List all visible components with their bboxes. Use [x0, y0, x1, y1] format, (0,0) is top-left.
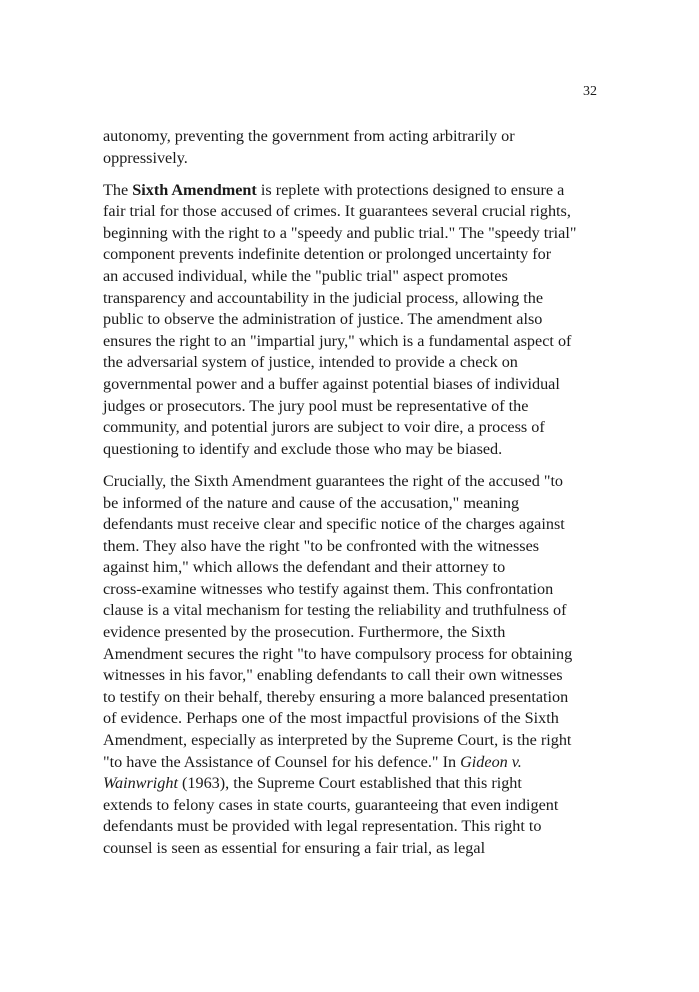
text-segment: component prevents indefinite detention or prolonged uncertainty for: [103, 245, 552, 264]
text-line: [103, 536, 603, 558]
text-line: [103, 838, 603, 860]
text-segment: an accused individual, while the "public trial" aspect promotes: [103, 267, 508, 286]
text-line: [103, 352, 603, 374]
text-line: [103, 331, 603, 353]
paragraph: [103, 126, 603, 169]
text-segment: Amendment secures the right "to have compulsory process for obtaining: [103, 644, 573, 663]
text-segment: ensures the right to an "impartial jury," which is a fundamental aspect of: [103, 331, 572, 350]
text-line: [103, 730, 603, 752]
text-line: [103, 374, 603, 396]
italic-text: Wainwright: [103, 774, 178, 793]
text-segment: governmental power and a buffer against potential biases of individual: [103, 375, 560, 394]
text-segment: community, and potential jurors are subject to voir dire, a process of: [103, 418, 545, 437]
text-segment: evidence presented by the prosecution. Furthermore, the Sixth: [103, 623, 506, 642]
text-segment: "to have the Assistance of Counsel for his defence." In: [103, 752, 461, 771]
text-segment: defendants must be provided with legal representation. This right to: [103, 817, 542, 836]
text-segment: is replete with protections designed to ensure a: [256, 180, 565, 199]
text-segment: cross-examine witnesses who testify against them. This confrontation: [103, 579, 554, 598]
text-line: [103, 557, 603, 579]
text-line: [103, 148, 603, 170]
text-line: [103, 471, 603, 493]
text-segment: fair trial for those accused of crimes. It guarantees several crucial rights,: [103, 202, 571, 221]
text-segment: beginning with the right to a "speedy and public trial." The "speedy trial": [103, 223, 577, 242]
text-line: [103, 309, 603, 331]
text-segment: judges or prosecutors. The jury pool must be representative of the: [103, 396, 529, 415]
text-line: [103, 644, 603, 666]
text-segment: questioning to identify and exclude those who may be biased.: [103, 439, 503, 458]
text-segment: Amendment, especially as interpreted by the Supreme Court, is the right: [103, 731, 572, 750]
text-line: [103, 622, 603, 644]
text-segment: defendants must receive clear and specific notice of the charges against: [103, 515, 565, 534]
text-line: [103, 708, 603, 730]
text-segment: transparency and accountability in the judicial process, allowing the: [103, 288, 544, 307]
text-line: [103, 417, 603, 439]
paragraph: [103, 471, 603, 860]
text-segment: to testify on their behalf, thereby ensuring a more balanced presentation: [103, 687, 569, 706]
text-segment: The: [103, 180, 133, 199]
text-segment: be informed of the nature and cause of the accusation," meaning: [103, 493, 520, 512]
text-segment: them. They also have the right "to be confronted with the witnesses: [103, 536, 540, 555]
italic-text: Gideon v.: [460, 752, 522, 771]
text-line: [103, 223, 603, 245]
text-segment: against him," which allows the defendant and their attorney to: [103, 558, 506, 577]
paragraph: [103, 180, 603, 461]
text-line: [103, 816, 603, 838]
text-line: [103, 126, 603, 148]
text-line: [103, 288, 603, 310]
text-line: [103, 396, 603, 418]
text-line: [103, 579, 603, 601]
text-segment: clause is a vital mechanism for testing the reliability and truthfulness of: [103, 601, 567, 620]
text-line: [103, 600, 603, 622]
text-line: [103, 687, 603, 709]
text-line: [103, 514, 603, 536]
text-line: [103, 244, 603, 266]
text-line: [103, 201, 603, 223]
text-segment: extends to felony cases in state courts, guaranteeing that even indigent: [103, 795, 559, 814]
text-line: [103, 493, 603, 515]
text-line: [103, 795, 603, 817]
text-line: [103, 773, 603, 795]
text-segment: the adversarial system of justice, intended to provide a check on: [103, 353, 518, 372]
document-body: [103, 126, 603, 870]
text-line: [103, 439, 603, 461]
text-line: [103, 752, 603, 774]
text-segment: Crucially, the Sixth Amendment guarantees the right of the accused "to: [103, 471, 564, 490]
text-segment: public to observe the administration of justice. The amendment also: [103, 310, 543, 329]
text-segment: autonomy, preventing the government from acting arbitrarily or: [103, 127, 515, 145]
text-segment: oppressively.: [103, 148, 188, 167]
text-line: [103, 180, 603, 202]
text-segment: counsel is seen as essential for ensuring a fair trial, as legal: [103, 839, 486, 857]
text-segment: (1963), the Supreme Court established that this right: [177, 774, 522, 793]
text-segment: witnesses in his favor," enabling defendants to call their own witnesses: [103, 666, 563, 685]
text-line: [103, 665, 603, 687]
bold-text: Sixth Amendment: [132, 180, 257, 199]
text-line: [103, 266, 603, 288]
page-number: 32: [583, 84, 597, 99]
text-segment: of evidence. Perhaps one of the most impactful provisions of the Sixth: [103, 709, 559, 728]
